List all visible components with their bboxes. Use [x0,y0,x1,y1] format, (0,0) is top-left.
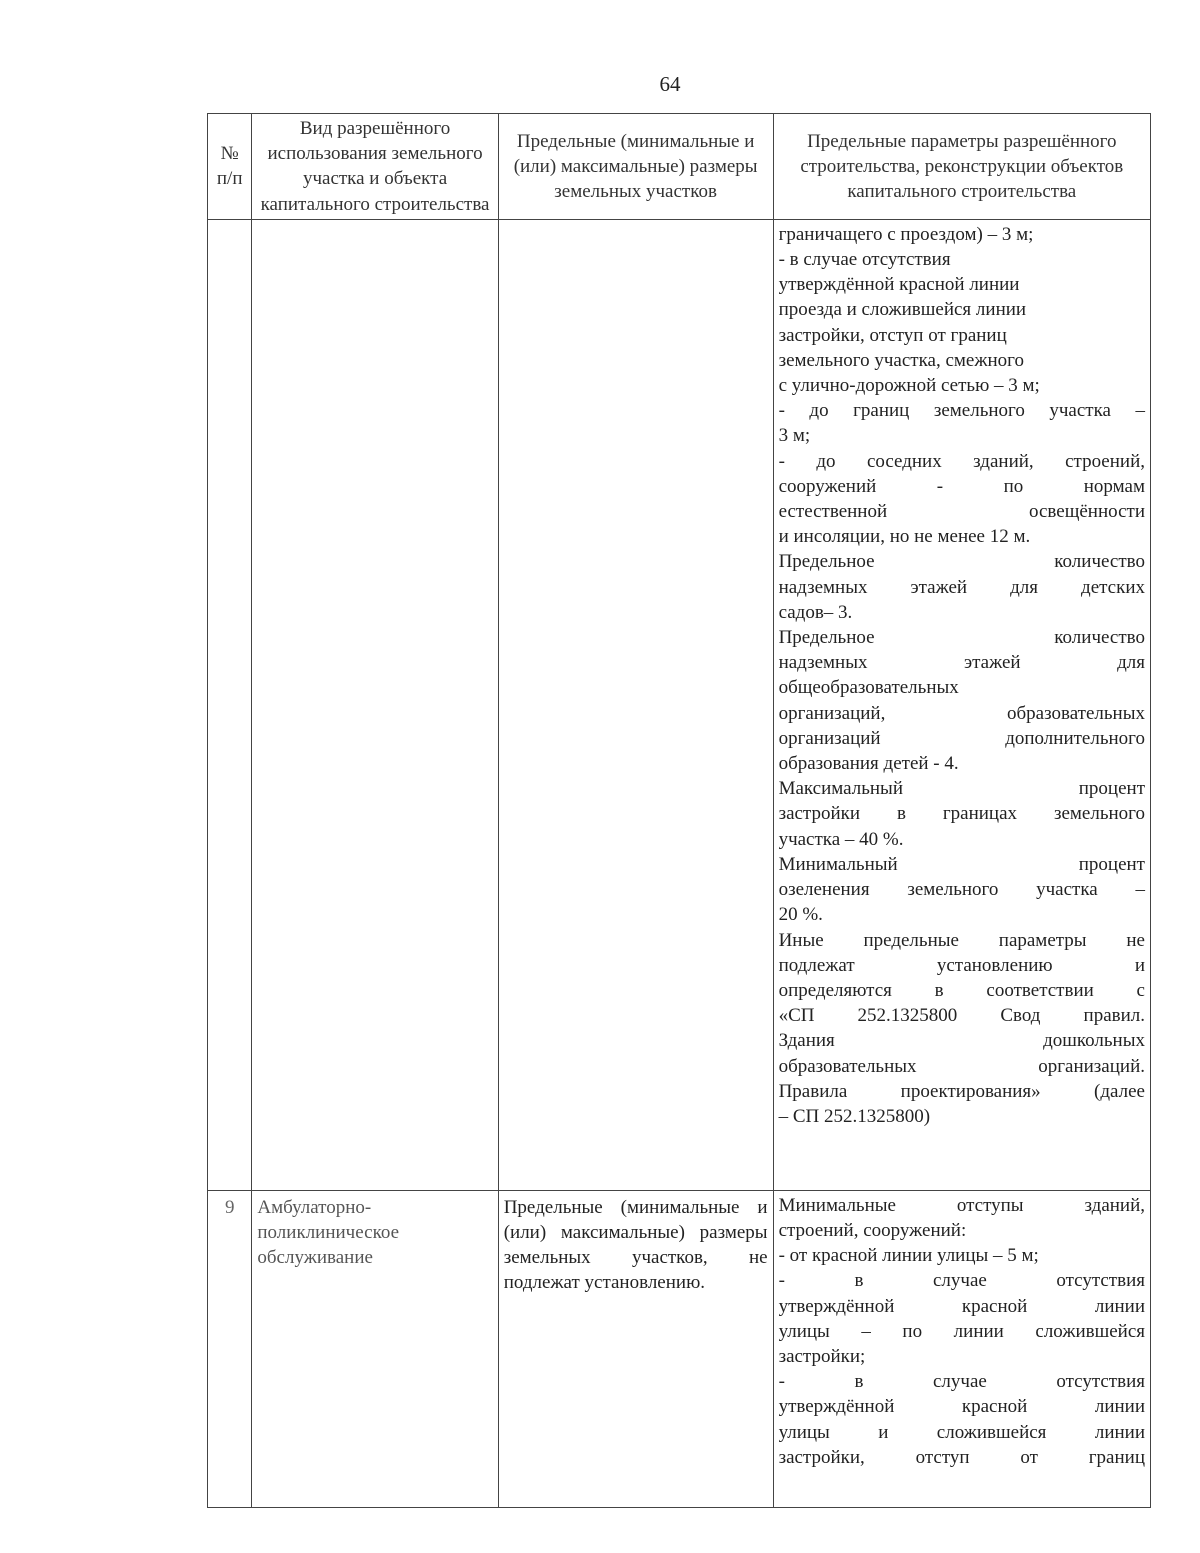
parameter-line: - до соседних зданий, строений, [778,450,1145,472]
parameters-text [779,1193,1145,1470]
parameter-line: определяются в соответствии с [778,979,1145,1001]
parameter-line: - в случае отсутствия [778,1371,1145,1393]
parameters-text [779,222,1145,1129]
parameter-line: участка – 40 %. [778,828,904,850]
parameter-line: и инсоляции, но не менее 12 м. [778,526,1031,548]
parameter-line: - в случае отсутствия [778,249,951,271]
parameter-line: Правила проектирования» (далее [778,1080,1145,1102]
parameter-line: Здания дошкольных [778,1030,1145,1052]
parameter-line: Максимальный процент [778,778,1145,800]
parameter-line: надземных этажей для детских [778,576,1145,598]
parameter-line: - до границ земельного участка – [778,400,1145,422]
parameter-line: строений, сооружений: [778,1220,967,1242]
plot-size-cell [498,219,773,1190]
parameter-line: сооружений - по нормам [778,475,1145,497]
parameter-line: застройки; [778,1346,866,1368]
parameter-line: озеленения земельного участка – [778,879,1145,901]
parameter-line: образовательных организаций. [778,1055,1145,1077]
parameters-cell [773,1190,1150,1507]
parameter-line: образования детей - 4. [778,753,959,775]
header-plot-size: Предельные (минимальные и (или) максимальные) размеры земельных участков [498,114,773,220]
use-type-cell: Амбулаторно-поликлиническое обслуживание [252,1190,498,1507]
parameter-line: подлежат установлению и [778,954,1145,976]
parameter-line: садов– 3. [778,601,853,623]
parameter-line: Иные предельные параметры не [778,929,1145,951]
parameter-line: «СП 252.1325800 Свод правил. [778,1005,1145,1027]
parameter-line: организаций, образовательных [778,702,1145,724]
parameter-line: застройки, отступ от границ [778,324,1007,346]
parameter-line: застройки в границах земельного [778,803,1145,825]
parameter-line: проезда и сложившейся линии [778,299,1027,321]
plot-size-cell: Предельные (минимальные и (или) максимальные) размеры земельных участков, не подлежат установлению. [498,1190,773,1507]
use-type-cell [252,219,498,1190]
parameter-line: Предельное количество [778,551,1145,573]
header-parameters: Предельные параметры разрешённого строительства, реконструкции объектов капитального строительства [773,114,1150,220]
parameter-line: утверждённой красной линии [778,1295,1145,1317]
parameter-line: утверждённой красной линии [778,274,1020,296]
parameter-line: утверждённой красной линии [778,1396,1145,1418]
parameter-line: Минимальные отступы зданий, [778,1194,1145,1216]
page-number: 64 [659,72,681,96]
parameter-line: - в случае отсутствия [778,1270,1145,1292]
table-header-row [208,114,1151,220]
row-number [208,219,252,1190]
parameter-line: земельного участка, смежного [778,349,1024,371]
parameter-line: надземных этажей для [778,652,1145,674]
parameter-line: застройки, отступ от границ [778,1446,1145,1468]
parameter-line: общеобразовательных [778,677,959,699]
parameter-line: Предельное количество [778,627,1145,649]
parameters-cell [773,219,1150,1190]
parameter-line: организаций дополнительного [778,727,1145,749]
table-row-continuation [208,219,1151,1190]
parameter-line: – СП 252.1325800) [778,1105,931,1127]
parameter-line: Минимальный процент [778,853,1145,875]
header-number: № п/п [208,114,252,220]
parameter-line: граничащего с проездом) – 3 м; [778,223,1034,245]
parameter-line: улицы – по линии сложившейся [778,1320,1145,1342]
regulations-table [207,113,1151,1508]
parameter-line: с улично-дорожной сетью – 3 м; [778,375,1040,397]
parameter-line: 20 %. [778,904,823,926]
parameter-line: улицы и сложившейся линии [778,1421,1145,1443]
parameter-line: - от красной линии улицы – 5 м; [778,1245,1039,1267]
header-use-type: Вид разрешённого использования земельного участка и объекта капитального строительства [252,114,498,220]
parameter-line: 3 м; [778,425,811,447]
parameter-line: естественной освещённости [778,501,1145,523]
row-number: 9 [208,1190,252,1507]
table-row-9 [208,1190,1151,1507]
